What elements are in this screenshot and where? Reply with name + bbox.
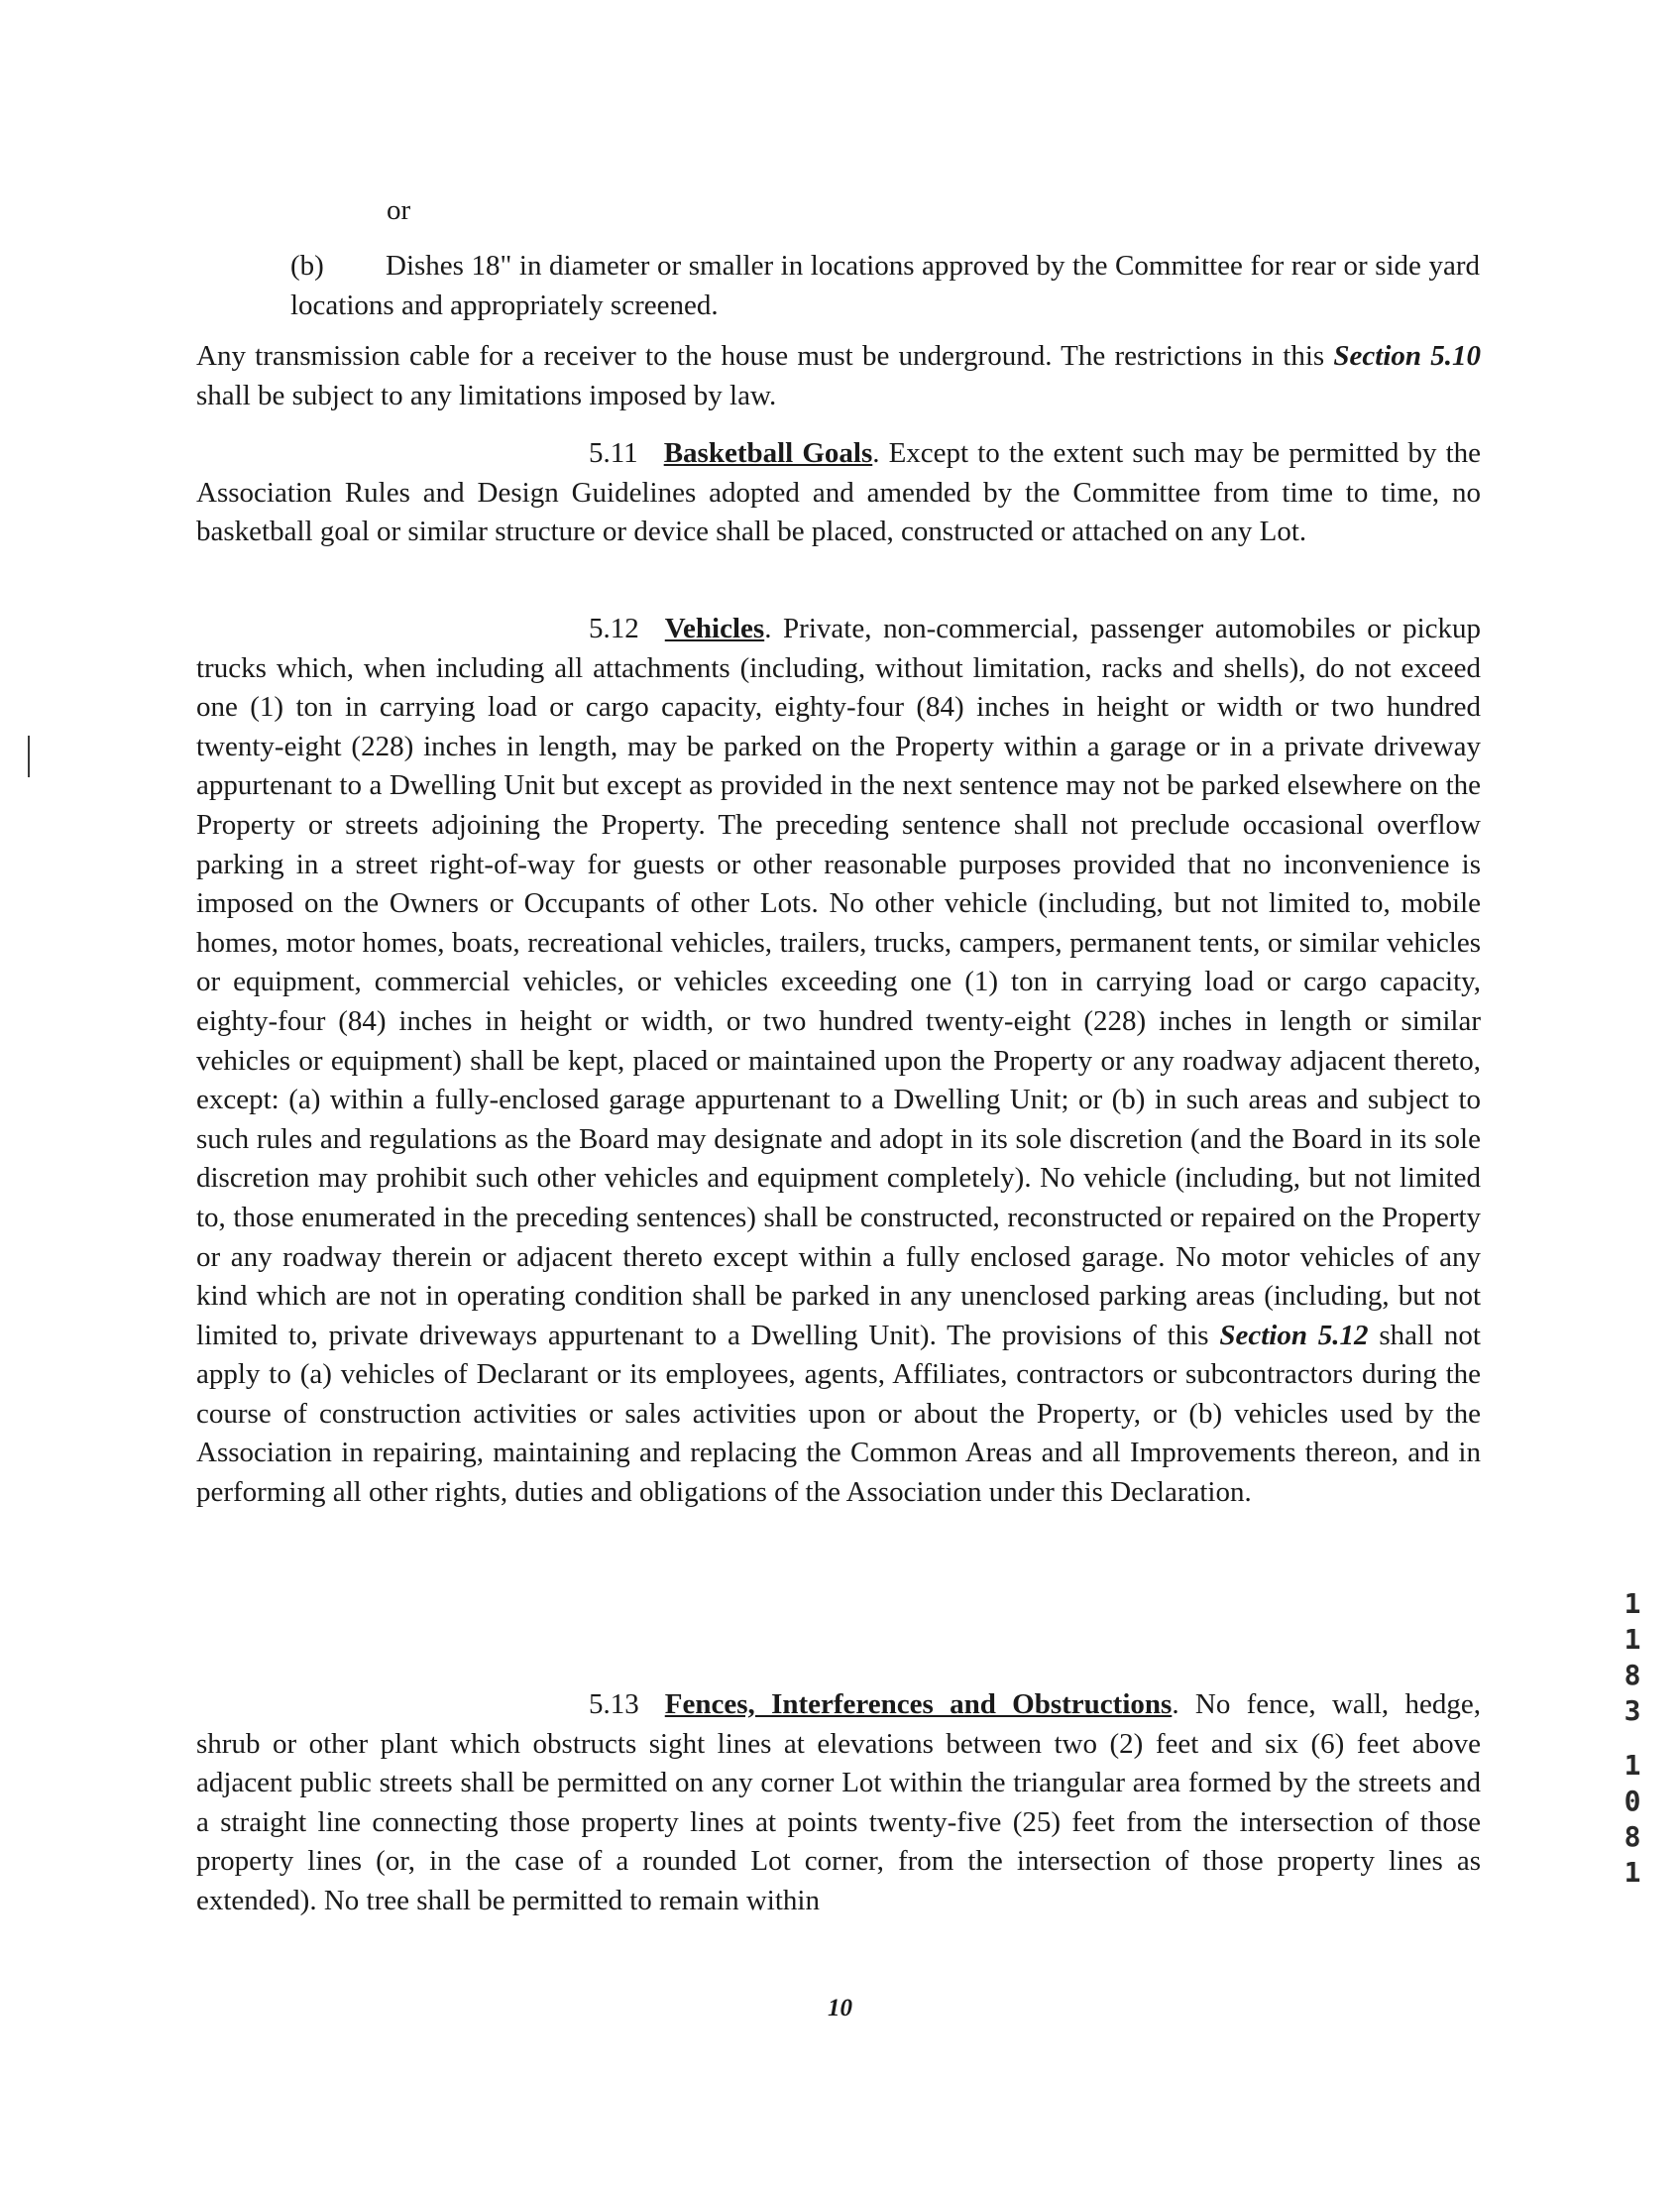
section-reference: Section 5.12 xyxy=(1219,1319,1369,1351)
item-b-paragraph xyxy=(290,246,1480,325)
transmission-text-2: shall be subject to any limitations imposed by law. xyxy=(196,379,777,411)
section-number: 5.13 xyxy=(589,1688,639,1720)
transmission-paragraph xyxy=(196,337,1481,415)
margin-stamp-top: 1183 xyxy=(1624,1587,1641,1727)
section-body: . Private, non-commercial, passenger automobiles or pickup trucks which, when including all attachments (including, without limitation, racks and shells), do not exceed one (1) ton in carrying load or cargo capacity, eighty-four (84) inches in height or width or two hundred twenty-eight (228) inches in length, may be parked on the Property within a garage or in a private driveway appurtenant to a Dwelling Unit but except as provided in the next sentence may not be parked elsewhere on the Property or streets adjoining the Property. The preceding sentence shall not preclude occasional overflow parking in a street right-of-way for guests or other reasonable purposes provided that no inconvenience is imposed on the Owners or Occupants of other Lots. No other vehicle (including, but not limited to, mobile homes, motor homes, boats, recreational vehicles, trailers, trucks, campers, permanent tents, or similar vehicles or equipment, commercial vehicles, or vehicles exceeding one (1) ton in carrying load or cargo capacity, eighty-four (84) inches in height or width, or two hundred twenty-eight (228) inches in length or similar vehicles or equipment) shall be kept, placed or maintained upon the Property or any roadway adjacent thereto, except: (a) within a fully-enclosed garage appurtenant to a Dwelling Unit; or (b) in such areas and subject to such rules and regulations as the Board may designate and adopt in its sole discretion (and the Board in its sole discretion may prohibit such other vehicles and equipment completely). No vehicle (including, but not limited to, those enumerated in the preceding sentences) shall be constructed, reconstructed or repaired on the Property or any roadway therein or adjacent thereto except within a fully enclosed garage. No motor vehicles of any kind which are not in operating condition shall be parked in any unenclosed parking areas (including, but not limited to, private driveways appurtenant to a Dwelling Unit). The provisions of this xyxy=(196,613,1481,1351)
section-5-11 xyxy=(196,434,1481,552)
or-connector: or xyxy=(387,194,411,226)
margin-stamp-bottom: 1081 xyxy=(1624,1749,1641,1889)
item-b-label: (b) xyxy=(290,250,324,282)
section-heading: Basketball Goals xyxy=(663,437,873,469)
section-5-12 xyxy=(196,610,1481,1513)
section-5-13 xyxy=(196,1685,1481,1921)
section-body-continued: shall not apply to (a) vehicles of Declarant or its employees, agents, Affiliates, contractors or subcontractors during the course of construction activities or sales activities upon or about the Property, or (b) vehicles used by the Association in repairing, maintaining and replacing the Common Areas and all Improvements thereon, and in performing all other rights, duties and obligations of the Association under this Declaration. xyxy=(196,1319,1481,1509)
section-number: 5.12 xyxy=(589,613,639,644)
transmission-text-1: Any transmission cable for a receiver to the house must be underground. The restrictions in this xyxy=(196,340,1334,372)
item-b-text: Dishes 18" in diameter or smaller in locations approved by the Committee for rear or side yard locations and appropriately screened. xyxy=(290,250,1480,321)
section-number: 5.11 xyxy=(589,437,638,469)
page-number: 10 xyxy=(828,1995,852,2021)
section-body: . Except to the extent such may be permitted by the Association Rules and Design Guidelines adopted and amended by the Committee from time to time, no basketball goal or similar structure or device shall be placed, constructed or attached on any Lot. xyxy=(196,437,1481,548)
section-body: . No fence, wall, hedge, shrub or other plant which obstructs sight lines at elevations between two (2) feet and six (6) feet above adjacent public streets shall be permitted on any corner Lot within the triangular area formed by the streets and a straight line connecting those property lines at points twenty-five (25) feet from the intersection of those property lines (or, in the case of a rounded Lot corner, from the intersection of those property lines as extended). No tree shall be permitted to remain within xyxy=(196,1688,1481,1916)
margin-mark xyxy=(28,736,30,777)
section-heading: Fences, Interferences and Obstructions xyxy=(664,1688,1173,1720)
section-reference: Section 5.10 xyxy=(1333,340,1481,372)
section-heading: Vehicles xyxy=(664,613,765,644)
